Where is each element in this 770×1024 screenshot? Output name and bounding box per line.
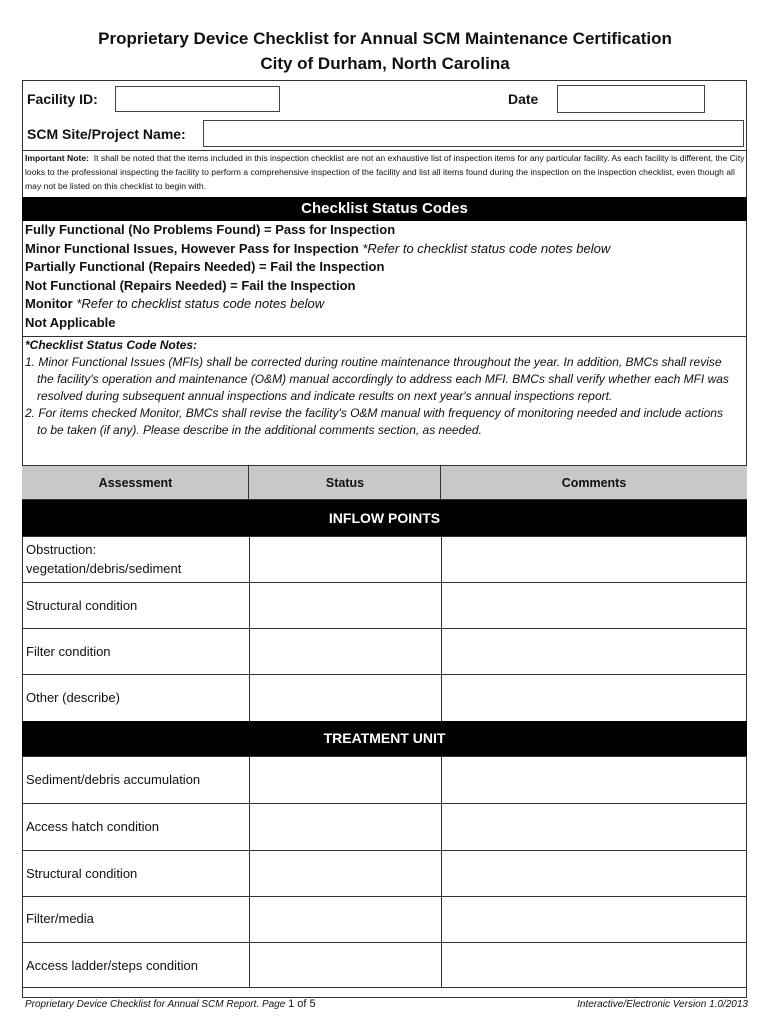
table-header — [22, 465, 747, 500]
comments-cell[interactable] — [442, 537, 746, 582]
site-name-label: SCM Site/Project Name: — [27, 126, 186, 142]
status-cell[interactable] — [250, 897, 440, 942]
status-code-item: Partially Functional (Repairs Needed) = Fail the Inspection — [25, 259, 385, 275]
page-title: Proprietary Device Checklist for Annual SCM Maintenance Certification — [98, 29, 672, 48]
assessment-item: Filter/media — [26, 911, 94, 926]
assessment-item: Filter condition — [26, 644, 111, 659]
status-cell[interactable] — [250, 943, 440, 988]
facility-id-input[interactable] — [115, 86, 280, 112]
assessment-item: Sediment/debris accumulation — [26, 772, 201, 787]
date-label: Date — [508, 91, 539, 107]
assessment-item: Access hatch condition — [26, 819, 159, 834]
assessment-item: Other (describe) — [26, 690, 120, 705]
comments-cell[interactable] — [442, 629, 746, 674]
status-notes-heading: *Checklist Status Code Notes: — [25, 338, 198, 352]
status-cell[interactable] — [250, 675, 440, 721]
facility-id-label: Facility ID: — [27, 91, 98, 107]
footer-left — [25, 998, 316, 1010]
comments-cell[interactable] — [442, 675, 746, 721]
section-treatment-unit: TREATMENT UNIT — [22, 721, 747, 756]
comments-cell[interactable] — [442, 804, 746, 850]
comments-cell[interactable] — [442, 851, 746, 896]
column-divider — [249, 756, 250, 988]
status-codes-heading: Checklist Status Codes — [22, 197, 747, 221]
column-divider — [441, 536, 442, 721]
column-header-assessment: Assessment — [98, 476, 173, 490]
section-inflow-points: INFLOW POINTS — [22, 500, 747, 536]
status-cell[interactable] — [250, 851, 440, 896]
status-code-notes — [25, 337, 730, 439]
status-cell[interactable] — [250, 757, 440, 803]
important-note — [25, 151, 745, 193]
status-code-item: Not Applicable — [25, 314, 116, 330]
column-divider — [441, 756, 442, 988]
footer-text: Proprietary Device Checklist for Annual SCM Report. Page — [25, 999, 286, 1010]
comments-cell[interactable] — [442, 943, 746, 988]
status-code-list — [25, 221, 745, 333]
footer-version: Interactive/Electronic Version 1.0/2013 — [577, 999, 748, 1010]
column-header-comments: Comments — [561, 476, 627, 490]
status-code-item: Minor Functional Issues, However Pass for Inspection *Refer to checklist status code notes below — [25, 240, 611, 256]
status-cell[interactable] — [250, 804, 440, 850]
page-subtitle: City of Durham, North Carolina — [260, 54, 510, 73]
column-divider — [440, 466, 441, 500]
status-cell[interactable] — [250, 537, 440, 582]
status-code-item: Monitor *Refer to checklist status code notes below — [25, 296, 325, 312]
status-note-1: 1. Minor Functional Issues (MFIs) shall be corrected during routine maintenance throughout the year. In addition, BMCs shall revise the facility's operation and maintenance (O&M) manual accordingly to address each MFI. BMCs shall verify whether each MFI was resolved during subsequent annual inspections and indicate results on next year's annual inspections report. — [25, 355, 729, 403]
status-cell[interactable] — [250, 583, 440, 628]
column-divider — [249, 536, 250, 721]
page-number: 1 of 5 — [288, 998, 316, 1010]
date-input[interactable] — [557, 85, 705, 113]
status-code-item: Not Functional (Repairs Needed) = Fail the Inspection — [25, 277, 356, 293]
comments-cell[interactable] — [442, 897, 746, 942]
site-name-input[interactable] — [203, 120, 744, 147]
assessment-item: Obstruction: vegetation/debris/sediment — [26, 542, 182, 576]
important-note-label: Important Note: — [25, 153, 89, 163]
status-note-2: 2. For items checked Monitor, BMCs shall revise the facility's O&M manual with frequency of monitoring needed and include actions to be taken (if any). Please describe in the additional comments section, as needed. — [25, 406, 723, 437]
important-note-text: It shall be noted that the items included in this inspection checklist are not an exhaustive list of inspection items for any particular facility. As each facility is different, the City looks to the professional inspecting the facility to perform a comprehensive inspection of the facility and list all items found during the inspection on the inspection checklist, even though all may not be listed on this checklist to begin with. — [25, 153, 745, 191]
status-cell[interactable] — [250, 629, 440, 674]
status-code-item: Fully Functional (No Problems Found) = Pass for Inspection — [25, 222, 396, 237]
column-divider — [248, 466, 249, 500]
assessment-item: Access ladder/steps condition — [26, 958, 198, 973]
comments-cell[interactable] — [442, 757, 746, 803]
comments-cell[interactable] — [442, 583, 746, 628]
assessment-item: Structural condition — [26, 598, 138, 613]
column-header-status: Status — [325, 476, 365, 490]
assessment-item: Structural condition — [26, 866, 138, 881]
